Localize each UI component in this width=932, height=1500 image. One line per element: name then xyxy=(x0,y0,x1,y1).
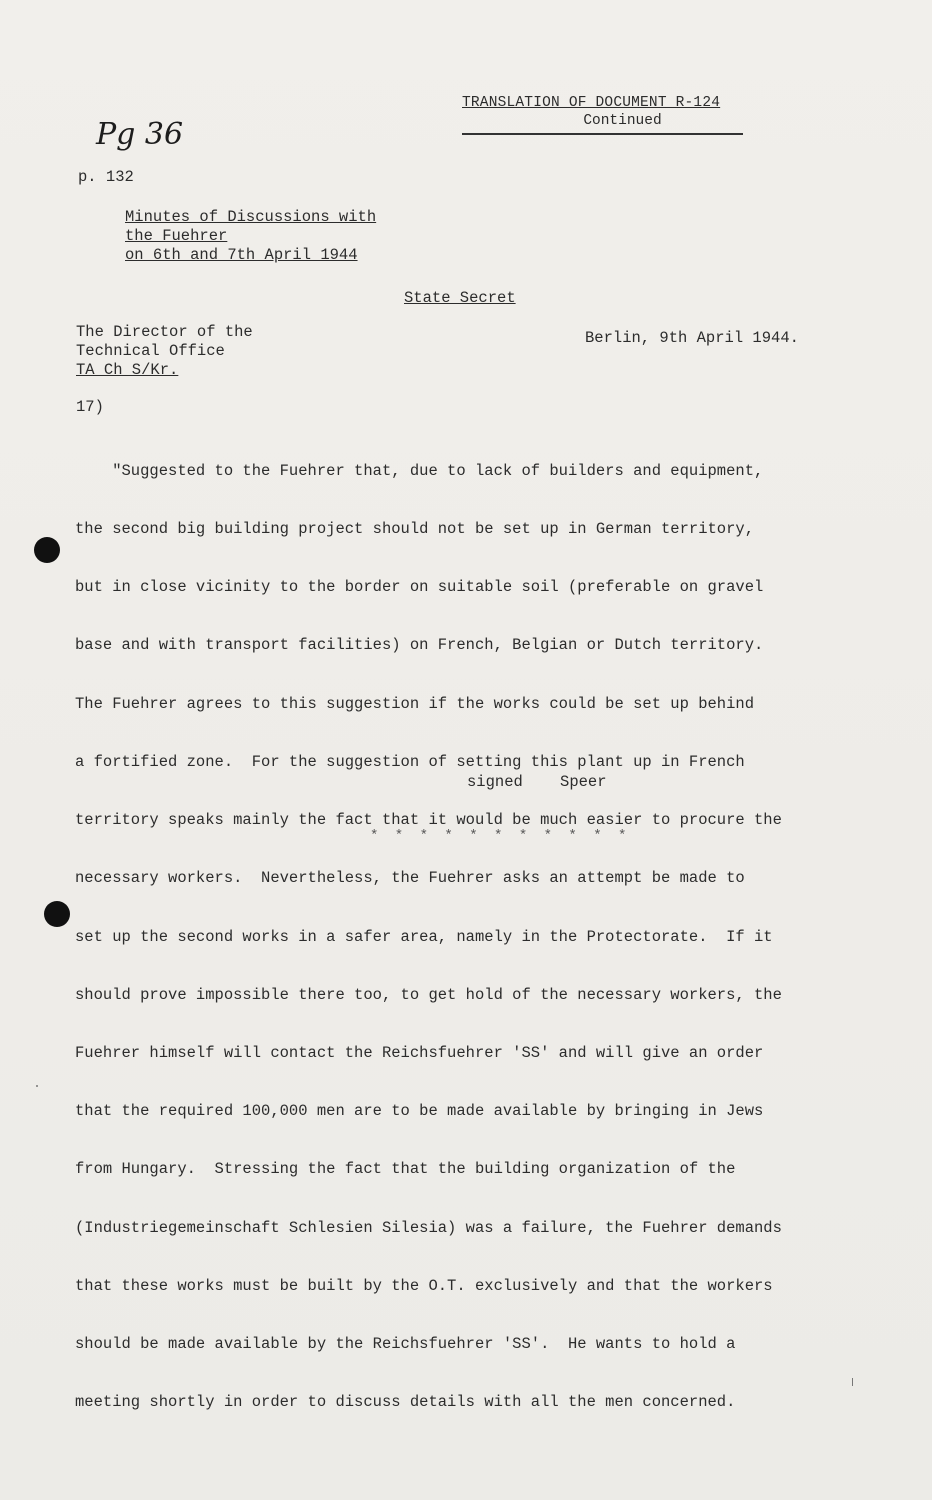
page-reference: p. 132 xyxy=(78,168,134,186)
body-line: a fortified zone. For the suggestion of setting this plant up in French xyxy=(75,752,745,771)
paper-speck xyxy=(852,1378,853,1386)
body-line: The Fuehrer agrees to this suggestion if the works could be set up behind xyxy=(75,694,755,713)
sender-line-2: Technical Office xyxy=(76,342,225,360)
separator-stars: * * * * * * * * * * * xyxy=(370,828,631,844)
handwritten-page-note: Pg 36 xyxy=(96,117,184,152)
body-line: from Hungary. Stressing the fact that the building organization of the xyxy=(75,1160,736,1179)
body-line: (Industriegemeinschaft Schlesien Silesia) was a failure, the Fuehrer demands xyxy=(75,1218,782,1237)
paper-speck xyxy=(36,1085,38,1087)
sender-line-1: The Director of the xyxy=(76,323,253,341)
sender-line-3: TA Ch S/Kr. xyxy=(76,361,179,379)
minutes-title-line-2: the Fuehrer xyxy=(125,227,228,245)
minutes-title-line-1: Minutes of Discussions with xyxy=(125,208,377,226)
body-line: should prove impossible there too, to get hold of the necessary workers, the xyxy=(75,985,782,1004)
header-rule xyxy=(462,133,743,135)
body-line: the second big building project should not be set up in German territory, xyxy=(75,520,755,539)
body-line: territory speaks mainly the fact that it would be much easier to procure the xyxy=(75,811,782,830)
body-line: meeting shortly in order to discuss details with all the men concerned. xyxy=(75,1393,736,1412)
body-line: Fuehrer himself will contact the Reichsfuehrer 'SS' and will give an order xyxy=(75,1044,764,1062)
place-date: Berlin, 9th April 1944. xyxy=(585,329,799,347)
header-title: TRANSLATION OF DOCUMENT R-124 xyxy=(462,95,721,111)
body-line: necessary workers. Nevertheless, the Fuehrer asks an attempt be made to xyxy=(75,869,745,888)
body-line: but in close vicinity to the border on suitable soil (preferable on gravel xyxy=(75,578,764,597)
header-subtitle: Continued xyxy=(583,113,662,129)
body-line: should be made available by the Reichsfuehrer 'SS'. He wants to hold a xyxy=(75,1335,736,1354)
punch-hole-bottom xyxy=(44,901,70,927)
punch-hole-top xyxy=(34,537,60,563)
body-line: set up the second works in a safer area, namely in the Protectorate. If it xyxy=(75,927,773,946)
item-number: 17) xyxy=(76,398,104,416)
body-paragraph xyxy=(75,423,820,1452)
classification-label: State Secret xyxy=(404,289,516,307)
body-line: that these works must be built by the O.T. exclusively and that the workers xyxy=(75,1276,773,1295)
minutes-title-line-3: on 6th and 7th April 1944 xyxy=(125,246,358,264)
body-line: "Suggested to the Fuehrer that, due to lack of builders and equipment, xyxy=(75,461,764,480)
body-line: that the required 100,000 men are to be made available by bringing in Jews xyxy=(75,1102,764,1121)
document-header xyxy=(462,95,743,129)
signature: signed Speer xyxy=(467,773,607,791)
body-line: base and with transport facilities) on French, Belgian or Dutch territory. xyxy=(75,636,764,655)
